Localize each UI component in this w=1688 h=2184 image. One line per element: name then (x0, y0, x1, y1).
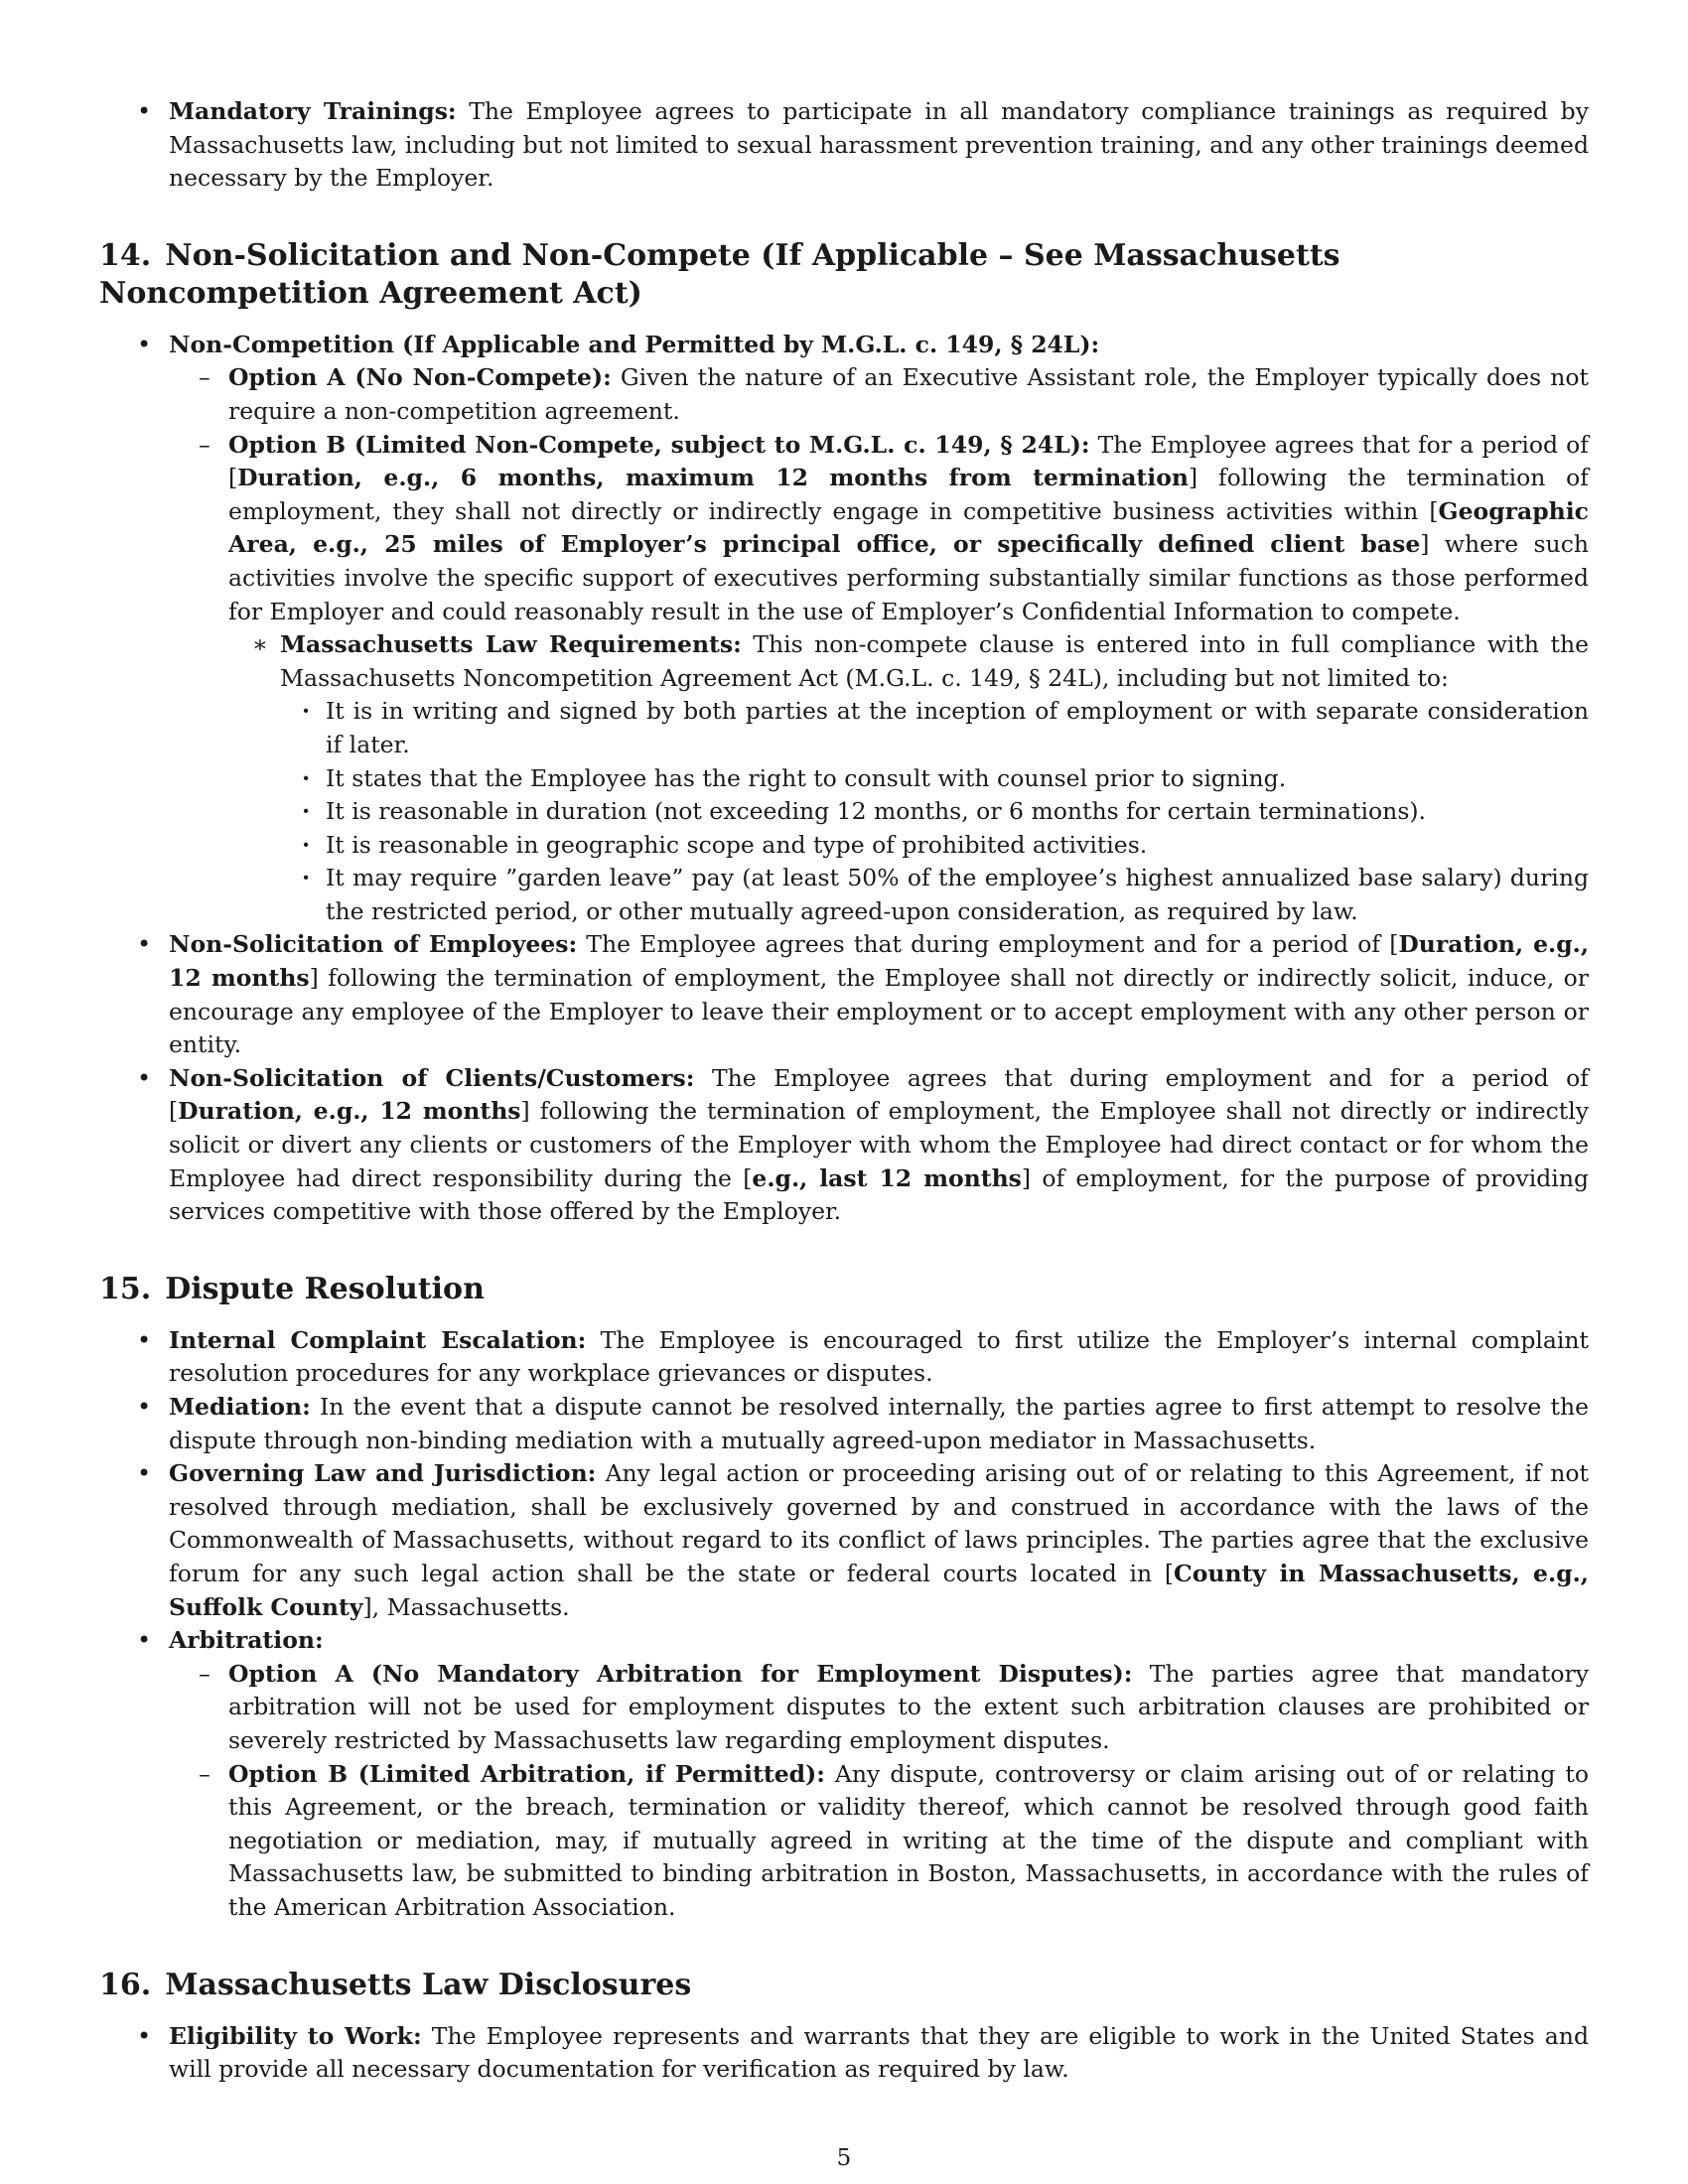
option-label: Option B (Limited Arbitration, if Permitted): (228, 1759, 825, 1788)
option-a-no-non-compete (169, 361, 1589, 428)
requirement-item: · It states that the Employee has the right to consult with counsel prior to signing. (280, 762, 1589, 796)
bullet-text: ] following the termination of employment, the Employee shall not directly or indirectly solicit, induce, or encourage any employee of the Employer to leave their employment or to accept employment with any other person or entity. (169, 964, 1589, 1059)
bullet-non-solicitation-clients (99, 1062, 1589, 1229)
section-number: 15. (99, 1271, 152, 1306)
law-requirements-list (228, 628, 1589, 928)
non-competition-options (169, 361, 1589, 928)
section-heading-15 (99, 1271, 1589, 1308)
option-a-no-mandatory-arbitration (169, 1658, 1589, 1758)
bullet-label: Non-Solicitation of Clients/Customers: (169, 1063, 695, 1092)
bullet-governing-law (99, 1457, 1589, 1624)
placeholder-geographic-area: Geographic Area, e.g., 25 miles of Employer’s principal office, or specifically defined client base (228, 496, 1589, 559)
option-text: Given the nature of an Executive Assistant role, the Employer typically does not require a non-competition agreement. (228, 363, 1590, 425)
bullet-label: Mediation: (169, 1393, 311, 1421)
placeholder-duration: Duration, e.g., 6 months, maximum 12 months from termination (237, 464, 1189, 492)
requirement-items (280, 695, 1589, 928)
bullet-label: Mandatory Trainings: (169, 97, 457, 125)
option-label: Option A (No Mandatory Arbitration for Employment Disputes): (228, 1659, 1133, 1688)
bullet-label: Eligibility to Work: (169, 2021, 422, 2050)
option-text: ] following the termination of employment, they shall not directly or indirectly engage in competitive business activities within [ (228, 464, 1589, 525)
bullet-non-solicitation-employees (99, 928, 1589, 1061)
option-label: Option B (Limited Non-Compete, subject to M.G.L. c. 149, § 24L): (228, 430, 1090, 459)
requirement-item: · It is reasonable in duration (not exceeding 12 months, or 6 months for certain terminations). (280, 795, 1589, 829)
bullet-label: Non-Solicitation of Employees: (169, 930, 578, 959)
bullet-label: Arbitration: (169, 1626, 324, 1655)
requirement-item: · It may require ”garden leave” pay (at least 50% of the employee’s highest annualized base salary) during the restricted period, or other mutually agreed-upon consideration, as required by law. (280, 862, 1589, 928)
bullet-text: In the event that a dispute cannot be resolved internally, the parties agree to first attempt to resolve the dispute through non-binding mediation with a mutually agreed-upon mediator in Massachusetts. (169, 1393, 1589, 1454)
bullet-text: The Employee agrees that during employment and for a period of [ (577, 930, 1399, 959)
section-heading-14 (99, 237, 1589, 313)
section-title: Dispute Resolution (165, 1271, 485, 1306)
requirement-item: · It is in writing and signed by both parties at the inception of employment or with separate consideration if later. (280, 695, 1589, 761)
bullet-arbitration (99, 1624, 1589, 1924)
bullet-label: Internal Complaint Escalation: (169, 1325, 587, 1354)
section-title: Massachusetts Law Disclosures (165, 1967, 692, 2002)
bullet-list-top (99, 95, 1589, 196)
bullet-eligibility-to-work (99, 2020, 1589, 2087)
bullet-text: ] of employment, for the purpose of providing services competitive with those offered by the Employer. (169, 1163, 1589, 1226)
option-b-limited-non-compete (169, 429, 1589, 929)
section-title: Non-Solicitation and Non-Compete (If Applicable – See Massachusetts Noncompetition Agreement Act) (99, 237, 1340, 311)
placeholder-period: e.g., last 12 months (752, 1163, 1022, 1192)
page-number: 5 (836, 2145, 852, 2171)
bullet-mediation (99, 1391, 1589, 1457)
bullet-label: Governing Law and Jurisdiction: (169, 1459, 597, 1488)
massachusetts-law-requirements (228, 628, 1589, 928)
option-label: Option A (No Non-Compete): (228, 363, 612, 392)
section-number: 14. (99, 237, 152, 273)
option-b-limited-arbitration (169, 1758, 1589, 1925)
bullet-non-competition (99, 329, 1589, 929)
placeholder-duration: Duration, e.g., 12 months (178, 1097, 521, 1126)
arbitration-options (169, 1658, 1589, 1925)
bullet-text: The Employee is encouraged to first utilize the Employer’s internal complaint resolution procedures for any workplace grievances or disputes. (169, 1325, 1589, 1388)
requirement-item: · It is reasonable in geographic scope and type of prohibited activities. (280, 829, 1589, 863)
option-text: The Employee agrees that for a period of [ (228, 430, 1589, 492)
option-text: Any dispute, controversy or claim arising out of or relating to this Agreement, or the breach, termination or validity thereof, which cannot be resolved through good faith negotiation or mediation, may, if mutually agreed in writing at the time of the dispute and compliant with Massachusetts law, be submitted to binding arbitration in Boston, Massachusetts, in accordance with the rules of the American Arbitration Association. (228, 1759, 1589, 1921)
section-16-list (99, 2020, 1589, 2087)
requirements-label: Massachusetts Law Requirements: (280, 630, 742, 659)
bullet-text: The Employee agrees that during employment and for a period of [ (169, 1063, 1589, 1126)
bullet-text: The Employee agrees to participate in all mandatory compliance trainings as required by Massachusetts law, including but not limited to sexual harassment prevention training, and any other trainings deemed necessary by the Employer. (169, 97, 1589, 193)
placeholder-duration: Duration, e.g., 12 months (169, 930, 1589, 993)
bullet-text: ] following the termination of employment, the Employee shall not directly or indirectly solicit or divert any clients or customers of the Employer with whom the Employee had direct contact or for whom the Employee had direct responsibility during the [ (169, 1097, 1589, 1192)
section-number: 16. (99, 1967, 152, 2002)
bullet-label: Non-Competition (If Applicable and Permitted by M.G.L. c. 149, § 24L): (169, 330, 1100, 358)
section-heading-16 (99, 1967, 1589, 2004)
bullet-text: The Employee represents and warrants that they are eligible to work in the United States and will provide all necessary documentation for verification as required by law. (169, 2021, 1589, 2084)
bullet-internal-complaint (99, 1324, 1589, 1391)
option-text: ] where such activities involve the specific support of executives performing substantially similar functions as those performed for Employer and could reasonably result in the use of Employer’s Confidential Information to compete. (228, 530, 1589, 625)
section-14-list (99, 329, 1589, 1229)
option-text: The parties agree that mandatory arbitration will not be used for employment disputes to the extent such arbitration clauses are prohibited or severely restricted by Massachusetts law regarding employment disputes. (228, 1659, 1589, 1754)
bullet-text: Any legal action or proceeding arising out of or relating to this Agreement, if not resolved through mediation, shall be exclusively governed by and construed in accordance with the laws of the Commonwealth of Massachusetts, without regard to its conflict of laws principles. The parties agree that the exclusive forum for any such legal action shall be the state or federal courts located in [ (169, 1459, 1589, 1587)
requirements-text: This non-compete clause is entered into in full compliance with the Massachusetts Noncompetition Agreement Act (M.G.L. c. 149, § 24L), including but not limited to: (280, 630, 1589, 692)
bullet-text: ], Massachusetts. (362, 1592, 570, 1621)
section-15-list (99, 1324, 1589, 1925)
bullet-mandatory-trainings (99, 95, 1589, 196)
placeholder-county: County in Massachusetts, e.g., Suffolk County (169, 1559, 1589, 1621)
